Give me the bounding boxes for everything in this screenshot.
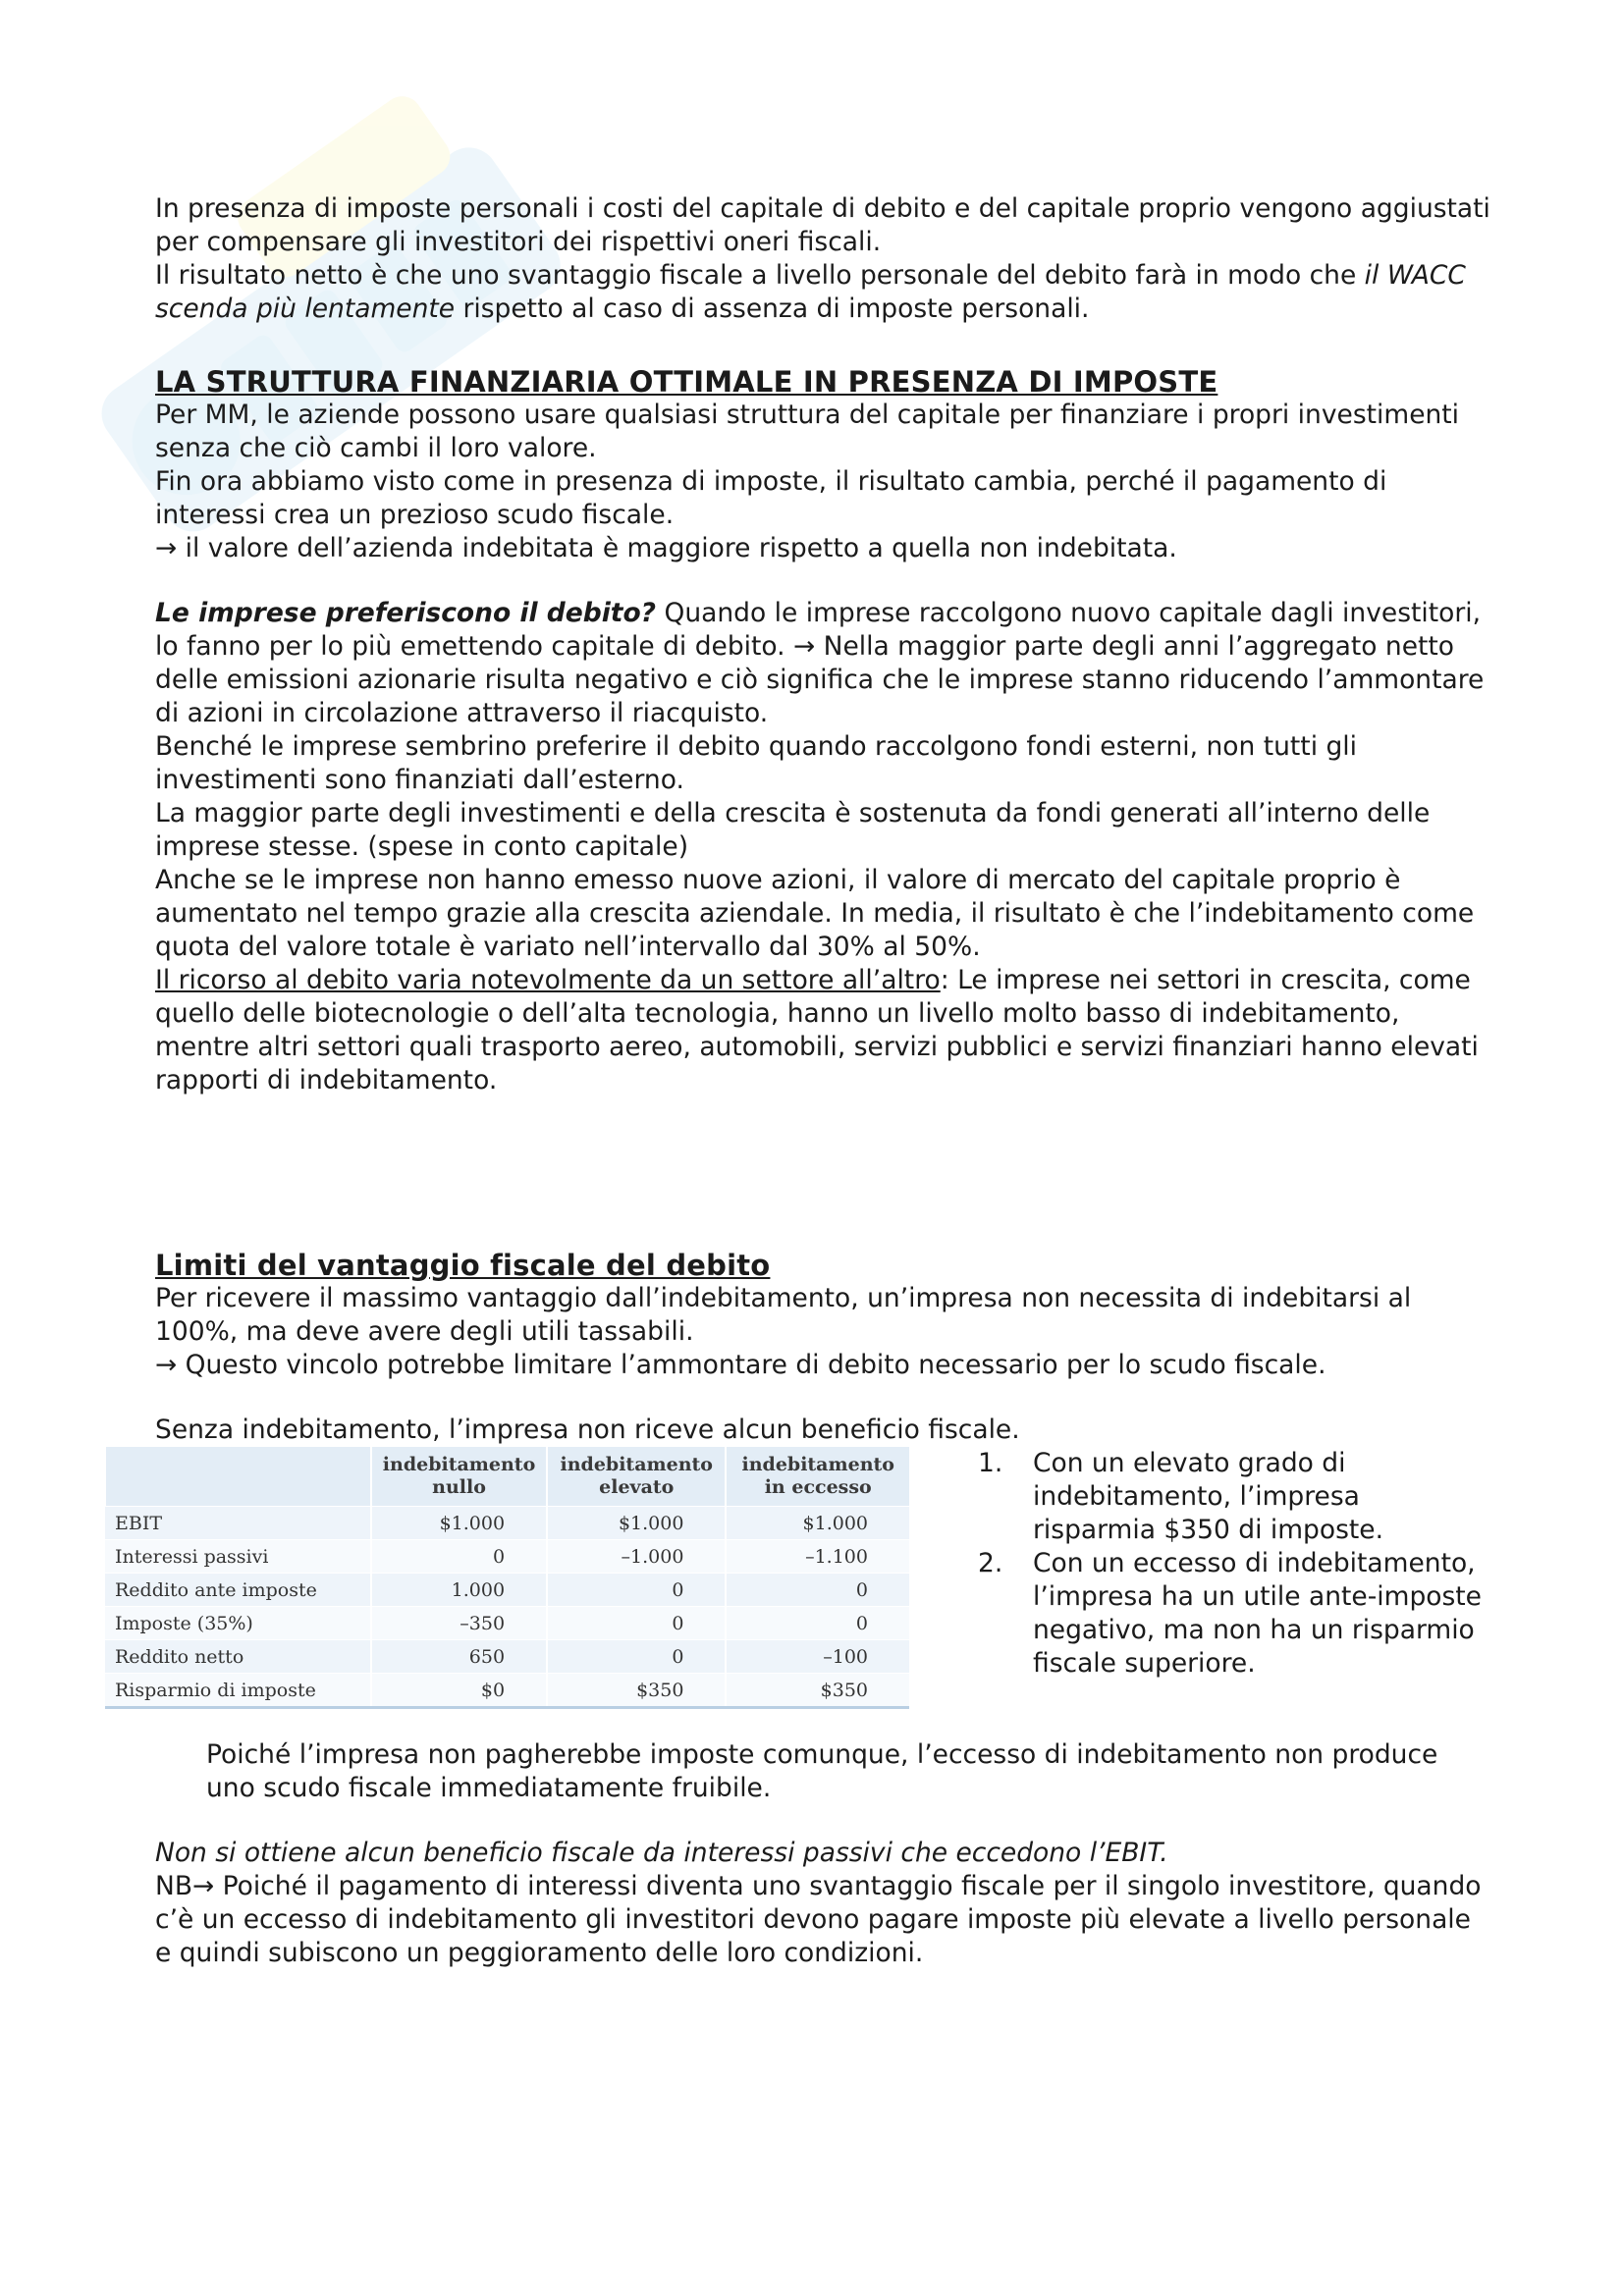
table-row [105,1674,909,1708]
table-cell: Interessi passivi [105,1540,371,1574]
notes-list [978,1447,1488,1681]
list-number: 1. [978,1448,1003,1478]
list-item [978,1547,1488,1681]
intro-p2-text-a: Il risultato netto è che uno svantaggio fiscale a livello personale del debito farà in modo che [155,260,1365,291]
section1-paragraph-5: La maggior parte degli investimenti e della crescita è sostenuta da fondi generati all’interno delle imprese stesse. (spese in conto capitale) [155,798,1431,862]
sector-text: : Le imprese nei settori in crescita, come quello delle biotecnologie o dell’alta tecnologia, hanno un livello molto basso di indebitamento, mentre altri settori quali trasporto aereo, automobili, servizi pubblici e servizi finanziari hanno elevati rapporti di indebitamento. [155,965,1479,1095]
table-cell: 0 [547,1640,726,1674]
table-cell: $350 [547,1674,726,1708]
table-and-notes [104,1447,1490,1709]
table-header-cell: indebitamento elevato [547,1447,726,1507]
section1-paragraph-3: → il valore dell’azienda indebitata è maggiore rispetto a quella non indebitata. [155,533,1177,563]
question-heading: Le imprese preferiscono il debito? [155,598,657,628]
table-header-cell: indebitamento in eccesso [726,1447,909,1507]
table-row [105,1574,909,1607]
table-cell: 650 [371,1640,547,1674]
document-page [115,192,1490,1970]
table-cell: Reddito ante imposte [105,1574,371,1607]
intro-paragraph-2 [155,259,1490,326]
table-cell: 0 [371,1540,547,1574]
section1-paragraph-1: Per MM, le aziende possono usare qualsiasi struttura del capitale per finanziare i propri investimenti senza che ciò cambi il loro valore. [155,400,1460,463]
table-cell: –1.000 [547,1540,726,1574]
table-cell: 0 [726,1607,909,1640]
section2-paragraph-4: Poiché l’impresa non pagherebbe imposte comunque, l’eccesso di indebitamento non produce uno scudo fiscale immediatamente fruibile. [206,1739,1438,1803]
table-cell: –1.100 [726,1540,909,1574]
section-title-struttura: LA STRUTTURA FINANZIARIA OTTIMALE IN PRESENZA DI IMPOSTE [155,365,1218,399]
table-cell: –100 [726,1640,909,1674]
section2-paragraph-2: → Questo vincolo potrebbe limitare l’ammontare di debito necessario per lo scudo fiscale. [155,1350,1326,1380]
table-header-row [105,1447,909,1507]
section1-paragraph-6: Anche se le imprese non hanno emesso nuove azioni, il valore di mercato del capitale proprio è aumentato nel tempo grazie alla crescita aziendale. In media, il risultato è che l’indebitamento come quota del valore totale è variato nell’intervallo dal 30% al 50%. [155,865,1475,962]
section1-paragraph-7 [155,964,1490,1097]
section-title-limiti: Limiti del vantaggio fiscale del debito [155,1249,771,1282]
nb-emphasis: Non si ottiene alcun beneficio fiscale da interessi passivi che eccedono l’EBIT. [155,1838,1168,1868]
table-row [105,1540,909,1574]
table-cell: $1.000 [547,1507,726,1540]
intro-p2-emphasis: il WACC scenda più lentamente [155,260,1466,324]
section1-question-paragraph [155,597,1490,730]
section2-paragraph-6: NB→ Poiché il pagamento di interessi diventa uno svantaggio fiscale per il singolo investitore, quando c’è un eccesso di indebitamento gli investitori devono pagare imposte più elevate a livello personale e quindi subiscono un peggioramento delle loro condizioni. [155,1871,1482,1968]
list-text: Con un elevato grado di indebitamento, l’impresa risparmia $350 di imposte. [1033,1448,1383,1545]
table-cell: $1.000 [371,1507,547,1540]
table-cell: –350 [371,1607,547,1640]
table-row [105,1507,909,1540]
table-cell: 0 [547,1607,726,1640]
list-text: Con un eccesso di indebitamento, l’impresa ha un utile ante-imposte negativo, ma non ha un risparmio fiscale superiore. [1033,1548,1482,1679]
table-cell: $1.000 [726,1507,909,1540]
table-header-cell [105,1447,371,1507]
intro-p2-text-b: rispetto al caso di assenza di imposte personali. [455,294,1090,324]
list-number: 2. [978,1548,1003,1578]
table-cell: 1.000 [371,1574,547,1607]
sector-underline: Il ricorso al debito varia notevolmente da un settore all’altro [155,965,941,995]
table-cell: Reddito netto [105,1640,371,1674]
table-cell: Risparmio di imposte [105,1674,371,1708]
table-cell: EBIT [105,1507,371,1540]
tax-comparison-table [104,1447,909,1709]
section2-paragraph-5 [155,1837,1490,1870]
section1-paragraph-4: Benché le imprese sembrino preferire il debito quando raccolgono fondi esterni, non tutti gli investimenti sono finanziati dall’esterno. [155,731,1358,795]
table-header-cell: indebitamento nullo [371,1447,547,1507]
table-cell: Imposte (35%) [105,1607,371,1640]
table-row [105,1607,909,1640]
section2-paragraph-1: Per ricevere il massimo vantaggio dall’indebitamento, un’impresa non necessita di indebitarsi al 100%, ma deve avere degli utili tassabili. [155,1283,1412,1347]
table-row [105,1640,909,1674]
list-item [978,1447,1488,1547]
table-cell: $0 [371,1674,547,1708]
table-cell: $350 [726,1674,909,1708]
section2-paragraph-3: Senza indebitamento, l’impresa non riceve alcun beneficio fiscale. [155,1415,1020,1445]
section1-paragraph-2: Fin ora abbiamo visto come in presenza di imposte, il risultato cambia, perché il pagamento di interessi crea un prezioso scudo fiscale. [155,466,1387,530]
table-cell: 0 [547,1574,726,1607]
table-cell: 0 [726,1574,909,1607]
question-text: Quando le imprese raccolgono nuovo capitale dagli investitori, lo fanno per lo più emettendo capitale di debito. → Nella maggior parte degli anni l’aggregato netto delle emissioni azionarie risulta negativo e ciò significa che le imprese stanno riducendo l’ammontare di azioni in circolazione attraverso il riacquisto. [155,598,1485,728]
intro-paragraph-1: In presenza di imposte personali i costi del capitale di debito e del capitale proprio vengono aggiustati per compensare gli investitori dei rispettivi oneri fiscali. [155,193,1490,257]
